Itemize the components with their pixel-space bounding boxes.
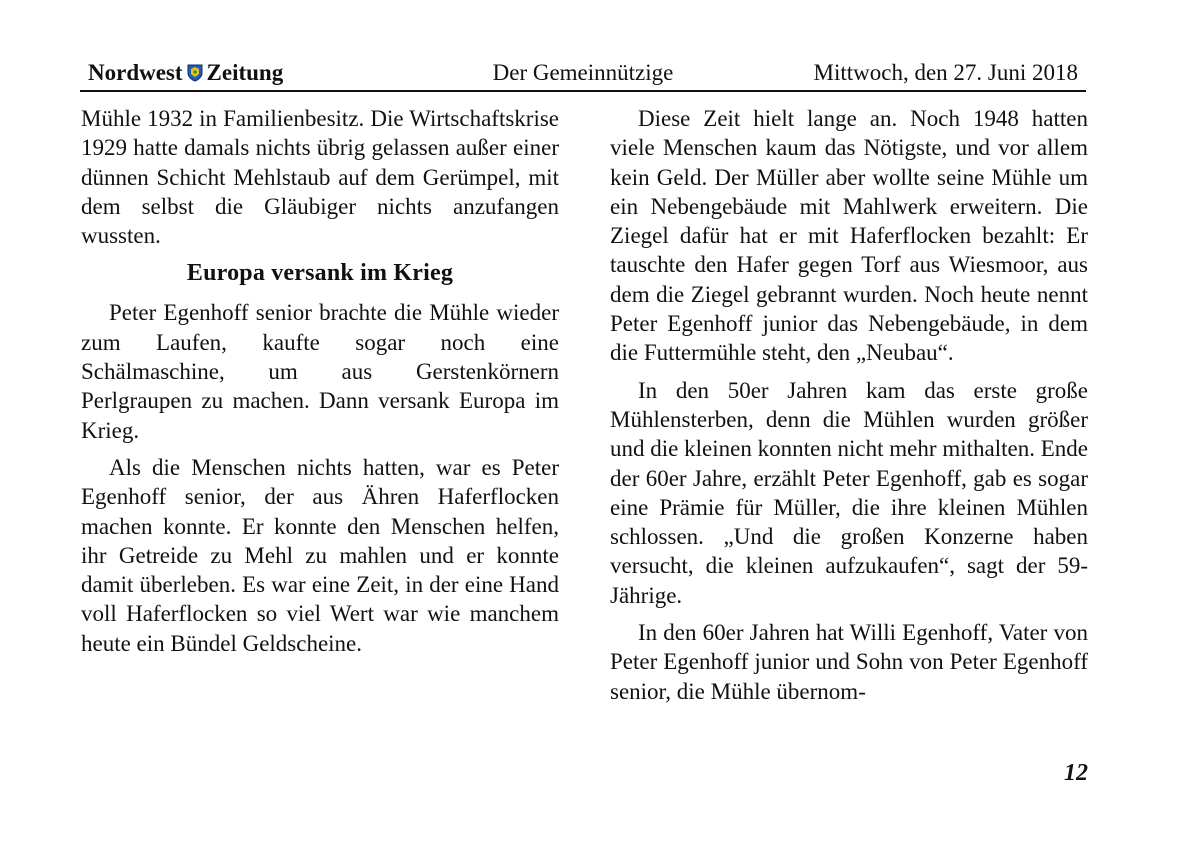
left-column — [81, 104, 559, 666]
right-paragraph-2: In den 50er Jahren kam das erste große Mühlensterben, denn die Mühlen wurden größer und die kleinen konnten nicht mehr mithalten. Ende der 60er Jahre, erzählt Peter Egenhoff, gab es sogar eine Prämie für Müller, die ihre kleinen Mühlen schlossen. „Und die großen Konzerne haben versucht, die kleinen aufzukaufen“, sagt der 59-Jährige. — [610, 377, 1088, 608]
section-title: Der Gemeinnützige — [492, 60, 674, 85]
newspaper-name-part2: Zeitung — [206, 60, 284, 85]
newspaper-name-part1: Nordwest — [88, 60, 183, 85]
left-paragraph-3: Als die Menschen nichts hatten, war es Peter Egenhoff senior, der aus Ähren Haferflocken machen konnte. Er konnte den Menschen helfen, ihr Getreide zu Mehl zu mahlen und er konnte damit überleben. Es war eine Zeit, in der eine Hand voll Haferflocken so viel Wert war wie manchem heute ein Bündel Geldscheine. — [81, 454, 559, 656]
right-paragraph-3: In den 60er Jahren hat Willi Egenhoff, Vater von Peter Egenhoff junior und Sohn von Peter Egenhoff senior, die Mühle übernom- — [610, 620, 1088, 704]
section-heading: Europa versank im Krieg — [186, 260, 454, 287]
right-paragraph-1: Diese Zeit hielt lange an. Noch 1948 hatten viele Menschen kaum das Nötigste, und vor allem kein Geld. Der Müller aber wollte seine Mühle um ein Nebengebäude mit Mahlwerk erweitern. Die Ziegel dafür hat er mit Haferflocken bezahlt: Er tauschte den Hafer gegen Torf aus Wiesmoor, aus dem die Ziegel gebrannt wurden. Noch heute nennt Peter Egenhoff junior das Nebengebäude, in dem die Futtermühle steht, den „Neubau“. — [610, 106, 1088, 366]
issue-date: Mittwoch, den 27. Juni 2018 — [813, 60, 1078, 85]
right-column — [610, 104, 1088, 714]
page-header — [80, 56, 1086, 92]
left-paragraph-1: Mühle 1932 in Familienbesitz. Die Wirtschaftskrise 1929 hatte damals nichts übrig gelassen außer einer dünnen Schicht Mehlstaub auf dem Gerümpel, mit dem selbst die Gläubiger nichts anzufangen wussten. — [81, 106, 559, 249]
page-number: 12 — [1064, 760, 1088, 786]
left-paragraph-2: Peter Egenhoff senior brachte die Mühle wieder zum Laufen, kaufte sogar noch eine Schälmaschine, um aus Gerstenkörnern Perlgraupen zu machen. Dann versank Europa im Krieg. — [81, 300, 559, 443]
